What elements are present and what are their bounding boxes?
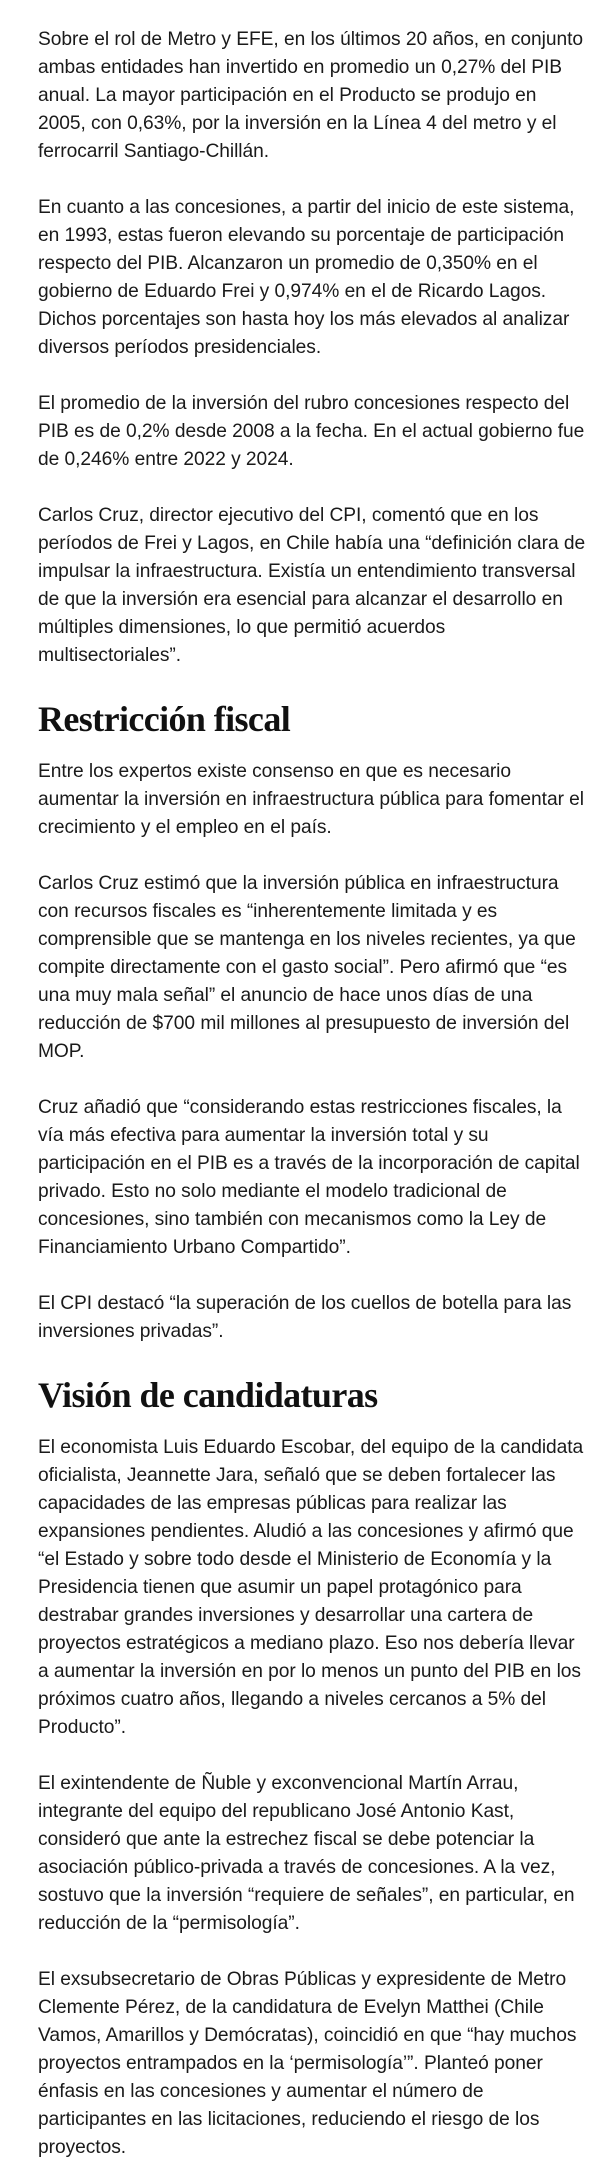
paragraph: Entre los expertos existe consenso en que es necesario aumentar la inversión en infraestructura pública para fomentar el crecimiento y el empleo en el país. — [38, 761, 585, 838]
paragraph: Carlos Cruz estimó que la inversión pública en infraestructura con recursos fiscales es “inherentemente limitada y es comprensible que se mantenga en los niveles recientes, ya que compite directamente con el gasto social”. Pero afirmó que “es una muy mala señal” el anuncio de hace unos días de una reducción de $700 mil millones al presupuesto de inversión del MOP. — [38, 873, 576, 1062]
paragraph: El CPI destacó “la superación de los cuellos de botella para las inversiones privadas”. — [38, 1293, 572, 1342]
section-heading: Visión de candidaturas — [38, 1375, 378, 1415]
paragraph: Sobre el rol de Metro y EFE, en los últimos 20 años, en conjunto ambas entidades han invertido en promedio un 0,27% del PIB anual. La mayor participación en el Producto se produjo en 2005, con 0,63%, por la inversión en la Línea 4 del metro y el ferrocarril Santiago-Chillán. — [38, 29, 584, 162]
paragraph: El promedio de la inversión del rubro concesiones respecto del PIB es de 0,2% desde 2008 a la fecha. En el actual gobierno fue de 0,246% entre 2022 y 2024. — [38, 393, 585, 470]
section-vision-candidaturas — [38, 1374, 586, 2162]
paragraph: El exintendente de Ñuble y exconvencional Martín Arrau, integrante del equipo del republicano José Antonio Kast, consideró que ante la estrechez fiscal se debe potenciar la asociación público-privada a través de concesiones. A la vez, sostuvo que la inversión “requiere de señales”, en particular, en reducción de la “permisología”. — [38, 1773, 575, 1934]
paragraph: El exsubsecretario de Obras Públicas y expresidente de Metro Clemente Pérez, de la candidatura de Evelyn Matthei (Chile Vamos, Amarillos y Demócratas), coincidió en que “hay muchos proyectos entrampados en la ‘permisología’”. Planteó poner énfasis en las concesiones y aumentar el número de participantes en las licitaciones, reduciendo el riesgo de los proyectos. — [38, 1969, 577, 2158]
section-heading: Restricción fiscal — [38, 699, 291, 739]
paragraph: El economista Luis Eduardo Escobar, del equipo de la candidata oficialista, Jeannette Jara, señaló que se deben fortalecer las capacidades de las empresas públicas para realizar las expansiones pendientes. Aludió a las concesiones y afirmó que “el Estado y sobre todo desde el Ministerio de Economía y la Presidencia tienen que asumir un papel protagónico para destrabar grandes inversiones y desarrollar una cartera de proyectos estratégicos a mediano plazo. Eso nos debería llevar a aumentar la inversión en por lo menos un punto del PIB en los próximos cuatro años, llegando a niveles cercanos a 5% del Producto”. — [38, 1437, 584, 1738]
section-restriccion-fiscal — [38, 698, 586, 1346]
paragraph: Cruz añadió que “considerando estas restricciones fiscales, la vía más efectiva para aumentar la inversión total y su participación en el PIB es a través de la incorporación de capital privado. Esto no solo mediante el modelo tradicional de concesiones, sino también con mecanismos como la Ley de Financiamiento Urbano Compartido”. — [38, 1097, 580, 1258]
paragraph: En cuanto a las concesiones, a partir del inicio de este sistema, en 1993, estas fueron elevando su porcentaje de participación respecto del PIB. Alcanzaron un promedio de 0,350% en el gobierno de Eduardo Frei y 0,974% en el de Ricardo Lagos. Dichos porcentajes son hasta hoy los más elevados al analizar diversos períodos presidenciales. — [38, 197, 575, 358]
paragraph: Carlos Cruz, director ejecutivo del CPI, comentó que en los períodos de Frei y Lagos, en Chile había una “definición clara de impulsar la infraestructura. Existía un entendimiento transversal de que la inversión era esencial para alcanzar el desarrollo en múltiples dimensiones, lo que permitió acuerdos multisectoriales”. — [38, 505, 586, 666]
